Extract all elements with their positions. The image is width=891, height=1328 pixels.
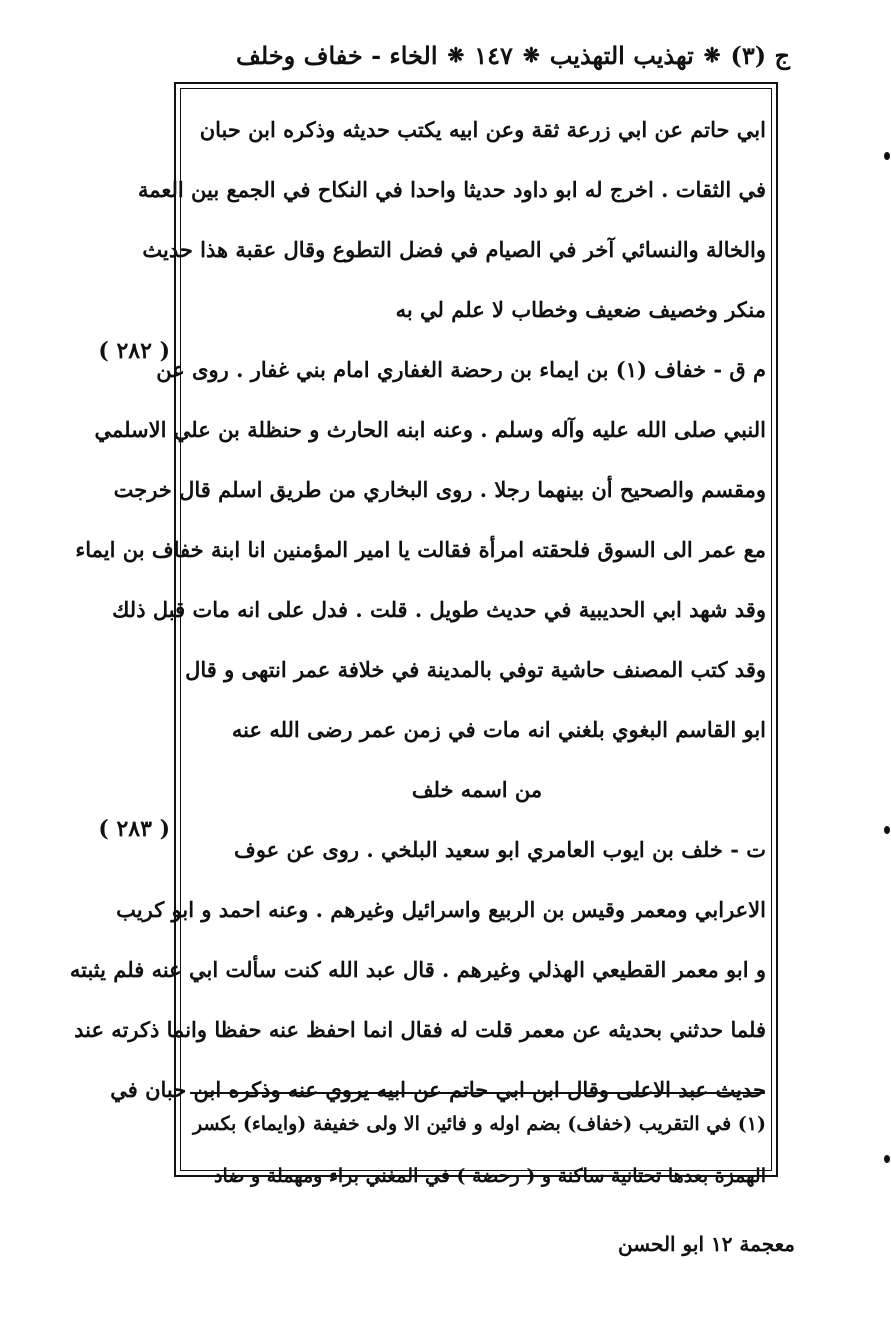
entry-number: ( ٢٨٣ ) — [98, 816, 170, 842]
ornament-icon: ❋ — [703, 43, 721, 67]
footnote — [188, 1098, 766, 1202]
ornament-icon: ❋ — [522, 43, 540, 67]
text-line: و ابو معمر القطيعي الهذلي وغيرهم . قال عبد الله كنت سألت ابي عنه فلم يثبته — [69, 957, 766, 982]
section-title: الخاء - خفاف وخلف — [236, 40, 438, 70]
text-line: النبي صلى الله عليه وآله وسلم . وعنه ابنه الحارث و حنظلة بن علي الاسلمي — [94, 417, 766, 442]
text-line: وقد كتب المصنف حاشية توفي بالمدينة في خلافة عمر انتهى و قال — [185, 657, 766, 682]
text-line: في الثقات . اخرج له ابو داود حديثا واحدا في النكاح في الجمع بين العمة — [137, 177, 766, 202]
text-line: م ق - خفاف (١) بن ايماء بن رحضة الغفاري امام بني غفار . روى عن — [156, 357, 766, 382]
text-line: ومقسم والصحيح أن بينهما رجلا . روى البخاري من طريق اسلم قال خرجت — [113, 477, 766, 502]
footnote-continuation: معجمة ١٢ ابو الحسن — [617, 1232, 795, 1256]
entry-number: ( ٢٨٢ ) — [98, 338, 170, 364]
text-line: ابي حاتم عن ابي زرعة ثقة وعن ابيه يكتب حديثه وذكره ابن حبان — [199, 117, 766, 142]
footnote-line: الهمزة بعدها تحتانية ساكنة و ( رحضة ) في المغني براء ومهملة و ضاد — [214, 1165, 766, 1187]
page-number: ١٤٧ — [474, 40, 513, 70]
running-header — [150, 30, 790, 80]
scan-mark — [884, 826, 890, 834]
text-line: ابو القاسم البغوي بلغني انه مات في زمن عمر رضى الله عنه — [231, 717, 766, 742]
book-title: تهذيب التهذيب — [549, 40, 694, 70]
footnote-divider — [190, 1092, 765, 1094]
section-heading: من اسمه خلف — [411, 777, 543, 802]
scan-mark — [884, 1155, 890, 1163]
text-line: فلما حدثني بحديثه عن معمر قلت له فقال انما احفظ عنه حفظا وانما ذكرته عند — [74, 1017, 766, 1042]
text-line: مع عمر الى السوق فلحقته امرأة فقالت يا امير المؤمنين انا ابنة خفاف بن ايماء — [75, 537, 766, 562]
text-line: الاعرابي ومعمر وقيس بن الربيع واسرائيل وغيرهم . وعنه احمد و ابو كريب — [116, 897, 766, 922]
text-line: والخالة والنسائي آخر في الصيام في فضل التطوع وقال عقبة هذا حديث — [142, 237, 766, 262]
text-line: منكر وخصيف ضعيف وخطاب لا علم لي به — [395, 297, 766, 322]
text-line: وقد شهد ابي الحديبية في حديث طويل . قلت . فدل على انه مات قبل ذلك — [112, 597, 766, 622]
text-line: ت - خلف بن ايوب العامري ابو سعيد البلخي . روى عن عوف — [234, 837, 766, 862]
volume-label: ج (٣) — [730, 40, 790, 70]
scan-mark — [884, 152, 890, 160]
text-line: حديث عبد الاعلى وقال ابن ابي حاتم عن ابيه يروي عنه وذكره ابن حبان في — [110, 1077, 766, 1102]
ornament-icon: ❋ — [447, 43, 465, 67]
footnote-line: (١) في التقريب (خفاف) بضم اوله و فائين الا ولى خفيفة (وايماء) بكسر — [193, 1113, 766, 1135]
